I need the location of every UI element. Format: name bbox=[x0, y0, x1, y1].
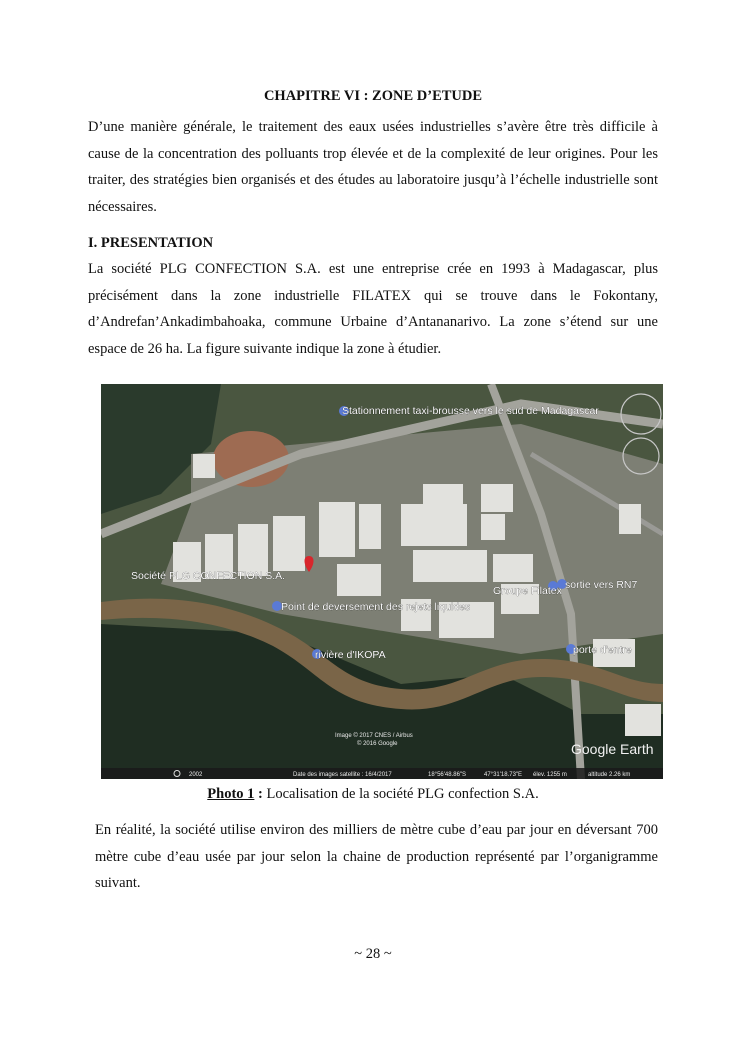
page-number: ~ 28 ~ bbox=[354, 946, 392, 962]
photo-caption bbox=[0, 786, 746, 803]
map-credit-cnes: Image © 2017 CNES / Airbus bbox=[335, 733, 413, 739]
label-groupe: Groupe Filatex bbox=[493, 585, 562, 597]
closing-paragraph: En réalité, la société utilise environ des milliers de mètre cube d’eau par jour en déversant 700 mètre cube d’eau usée par jour selon la chaine de production représenté par l’organigramme suivant. bbox=[95, 822, 658, 891]
section-heading: I. PRESENTATION bbox=[88, 235, 214, 251]
status-year: 2002 bbox=[189, 772, 203, 778]
chapter-title: CHAPITRE VI : ZONE D’ETUDE bbox=[263, 88, 483, 104]
status-altitude: altitude 2.26 km bbox=[588, 772, 631, 778]
map-illustration bbox=[101, 384, 663, 779]
label-deversement: Point de deversement des rejets liquides bbox=[281, 601, 471, 613]
satellite-map-photo bbox=[101, 384, 663, 779]
status-elevation: élev. 1255 m bbox=[533, 772, 567, 778]
label-stationnement: Stationnement taxi-brousse vers le sud de Madagascar bbox=[342, 405, 599, 417]
label-sortie: sortie vers RN7 bbox=[565, 579, 638, 591]
caption-label: Photo 1 bbox=[207, 786, 255, 802]
presentation-paragraph: La société PLG CONFECTION S.A. est une entreprise crée en 1993 à Madagascar, plus précisément dans la zone industrielle FILATEX qui se trouve dans le Fokontany, d’Andrefan’Ankadimbahoaka, commune Urbaine d’Antananarivo. La zone s’étend sur une espace de 26 ha. La figure suivante indique la zone à étudier. bbox=[88, 261, 658, 357]
google-earth-logo: Google Earth bbox=[571, 741, 654, 757]
status-latitude: 18°56'48.86"S bbox=[428, 772, 467, 778]
label-riviere: rivière d'IKOPA bbox=[315, 649, 386, 661]
label-porte: porte d'entre bbox=[573, 644, 632, 656]
intro-paragraph: D’une manière générale, le traitement des eaux usées industrielles s’avère être très difficile à cause de la concentration des polluants trop élevée et de la complexité de leur origines. Pour les traiter, des stratégies bien organisés et des études au laboratoire jusqu’à l’échelle industrielle sont nécessaires. bbox=[88, 119, 658, 215]
map-credit-google: © 2016 Google bbox=[357, 741, 398, 747]
caption-text: Localisation de la société PLG confection S.A. bbox=[262, 786, 539, 802]
label-societe: Société PLG CONFECTION S.A. bbox=[131, 570, 286, 582]
status-date: Date des images satellite : 16/4/2017 bbox=[293, 772, 392, 778]
status-longitude: 47°31'18.73"E bbox=[484, 772, 523, 778]
caption-colon: : bbox=[254, 786, 263, 802]
